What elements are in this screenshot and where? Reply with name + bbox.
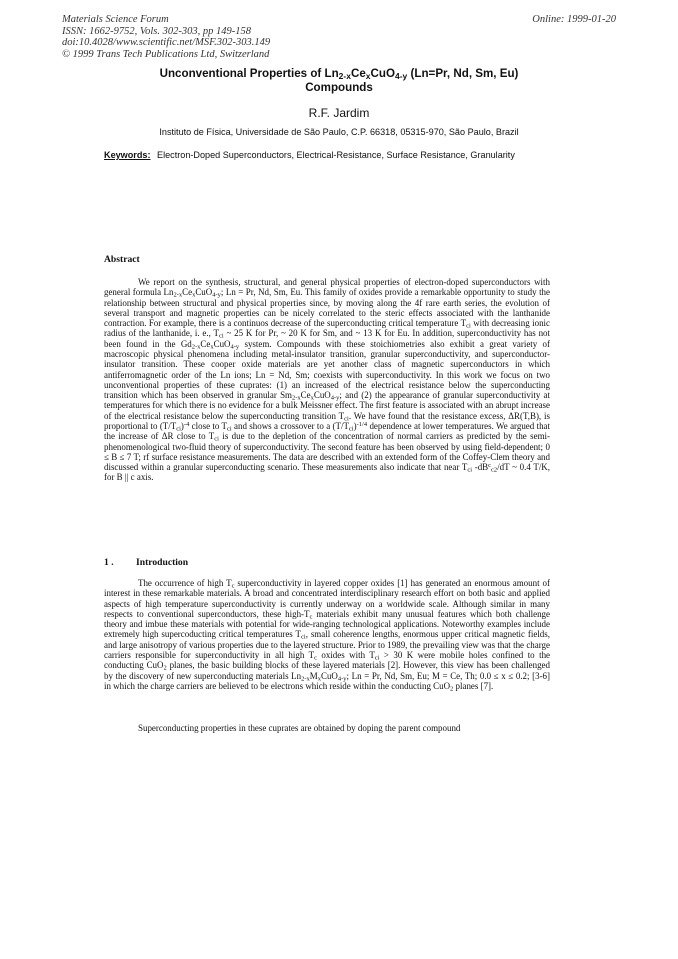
introduction-heading bbox=[104, 557, 188, 568]
keywords bbox=[104, 150, 548, 161]
journal-name: Materials Science Forum bbox=[62, 14, 169, 25]
abstract-heading: Abstract bbox=[104, 254, 140, 265]
affiliation: Instituto de Física, Universidade de São Paulo, C.P. 66318, 05315-970, São Paulo, Brazil bbox=[159, 127, 519, 137]
journal-metadata bbox=[62, 14, 270, 60]
section-title: Introduction bbox=[136, 557, 189, 568]
introduction-paragraph-1: The occurrence of high $T_c$ superconductivity in layered copper oxides [1] has generated an enormous amount of interest in these remarkable materials. A broad and concentrated interdisciplinary research effort on both basic and applied aspects of high temperature superconductivity is currently underway on a worldwide scale. Although similar in many respects to conventional superconductors, these high-$T_c$ materials exhibit many unusual features which both challenge theory and imbue these materials with potential for wide-ranging technological applications. Noteworthy examples include extremely high supercoducting critical temperatures $T_{ci}$, small coherence lengths, enormous upper critical magnetic fields, and large anisotropy of various properties due to the layered structure. Prior to 1989, the prevailing view was that the charge carriers responsible for superconductivity in all high $T_c$ oxides with $T_{ci} > 30$ K were mobile holes confined to the conducting CuO$_2$ planes, the basic building blocks of these layered materials [2]. However, this view has been challenged by the discovery of new superconducting materials $Ln_{2-x}M_xCuO_{4-y}$; Ln = Pr, Nd, Sm, Eu; M = Ce, Th; 0.0 ≤ x ≤ 0.2; [3-6] in which the charge carriers are believed to be electrons which reside within the conducting CuO$_2$ planes [7]. bbox=[104, 578, 551, 693]
copyright-line: © 1999 Trans Tech Publications Ltd, Switzerland bbox=[62, 48, 270, 60]
keywords-text: Electron-Doped Superconductors, Electrical-Resistance, Surface Resistance, Granularity bbox=[157, 150, 515, 160]
introduction-paragraph-2: Superconducting properties in these cuprates are obtained by doping the parent compound bbox=[138, 723, 461, 733]
author-name: R.F. Jardim bbox=[308, 106, 370, 120]
section-number: 1 . bbox=[104, 557, 114, 568]
online-date: Online: 1999-01-20 bbox=[532, 14, 616, 25]
doi-line: doi:10.4028/www.scientific.net/MSF.302-303.149 bbox=[62, 37, 271, 49]
paper-title: Unconventional Properties of $Ln_{2-x}Ce_xCuO_{4-y}$ (Ln=Pr, Nd, Sm, Eu) Compounds bbox=[159, 67, 519, 94]
issn-line: ISSN: 1662-9752, Vols. 302-303, pp 149-158 bbox=[62, 25, 251, 37]
abstract-body: We report on the synthesis, structural, and general physical properties of electron-doped superconductors with general formula $Ln_{2-x}Ce_xCuO_{4-y}$; Ln = Pr, Nd, Sm, Eu. This family of oxides provide a remarkable opportunity to study the relationship between structural and physical properties since, by moving along the 4f rare earth series, the evolution of several transport and magnetic properties can be nicely correlated to the steric effects associated with the lanthanide contraction. For example, there is a continuos decrease of the superconducting critical temperature $T_{ci}$ with decreasing ionic radius of the lanthanide, i. e., $T_{ci}$ ~ 25 K for Pr, ~ 20 K for Sm, and ~ 13 K for Eu. In addition, superconductivity has not been found in the $Gd_{2-x}Ce_xCuO_{4-y}$ system. Compounds with these stoichiometries also exhibit a great variety of macroscopic physical phenomena including metal-insulator transition, granular superconductivity, and superconductor-insulator transition. These cooper oxide materials are yet another class of magnetic superconductors in which antiferromagnetic order of the Ln ions; Ln = Nd, Sm; coexists with superconductivity. In this work we focus on two unconventional properties of these cuprates: (1) an increased of the electrical resistance below the superconducting transition which has been observed in granular $Sm_{2-x}Ce_xCuO_{4-y}$; and (2) the appearance of granular superconductivity at temperatures for which there is no evidence for a bulk Meissner effect. The first feature is associated with an abrupt increase of the electrical resistance below the superconducting transition $T_{ci}$. We have found that the resistance excess, ΔR(T,B), is proportional to $(T/T_{ci})^{-4}$ close to $T_{ci}$ and shows a crossover to a $(T/T_{ci})^{-1/4}$ dependence at lower temperatures. We argued that the increase of ΔR close to $T_{ci}$ is due to the depletion of the concentration of normal carriers as predicted by the semi-phenomenological two-fluid theory of superconductivity. The second feature has been observed by using field-dependent; 0 ≤ B ≤ 7 T; rf surface resistance measurements. The data are described with an extended form of the Coffey-Clem theory and discussed within a granular superconducting scenario. These measurements also indicate that near $T_{ci}$ $-dB^c_{c2}/dT$ ~ 0.4 T/K, for B || c axis. bbox=[104, 277, 550, 483]
keywords-label: Keywords: bbox=[104, 150, 151, 160]
